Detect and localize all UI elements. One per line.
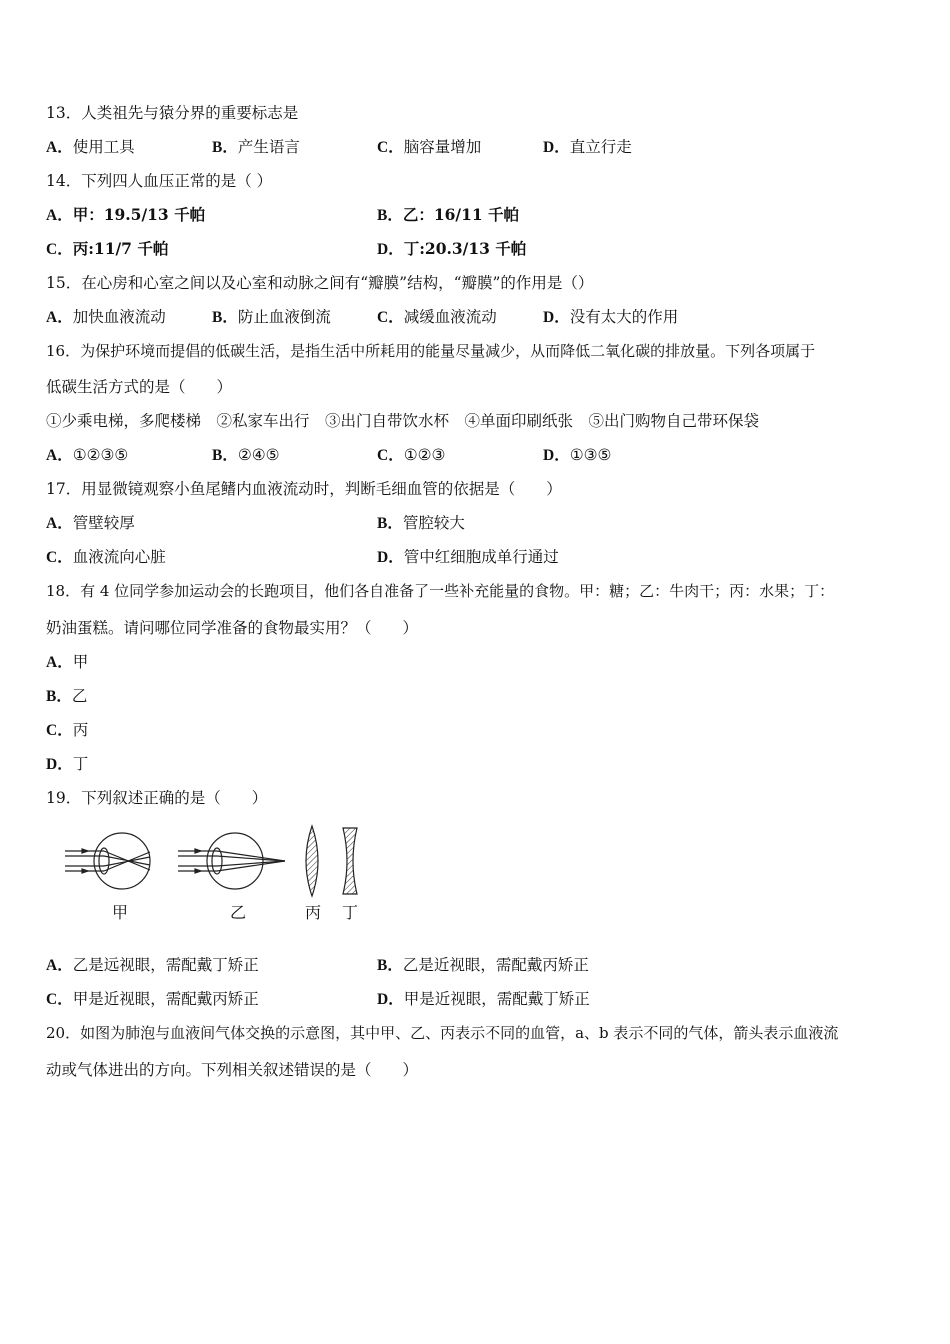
q14-option-d: D．丁:20.3/13 千帕: [377, 239, 527, 258]
q19-option-a: A．乙是远视眼，需配戴丁矫正: [46, 956, 259, 974]
q14-option-b: B．乙：16/11 千帕: [377, 205, 520, 224]
concave-lens-ding: [343, 828, 357, 894]
q15-stem: 15．在心房和心室之间以及心室和动脉之间有“瓣膜”结构，“瓣膜”的作用是（）: [46, 274, 594, 292]
q16-items: ①少乘电梯，多爬楼梯 ②私家车出行 ③出门自带饮水杯 ④单面印刷纸张 ⑤出门购物自己带环保袋: [46, 412, 760, 430]
q19-option-d: D．甲是近视眼，需配戴丁矫正: [377, 990, 590, 1008]
q16-stem-line2: 低碳生活方式的是（ ）: [46, 378, 233, 396]
q16-option-b: B．②④⑤: [212, 446, 280, 464]
q18-stem-line1: 18．有 4 位同学参加运动会的长跑项目，他们各自准备了一些补充能量的食物。甲：糖；乙：牛肉干；丙：水果；丁：: [46, 582, 835, 600]
q20-stem-line2: 动或气体进出的方向。下列相关叙述错误的是（ ）: [46, 1061, 419, 1079]
q17-option-c: C．血液流向心脏: [46, 548, 166, 566]
q18-option-a: A．甲: [46, 653, 89, 671]
q13-option-a: A．使用工具: [46, 138, 135, 156]
q14-option-a: A．甲：19.5/13 千帕: [46, 205, 206, 224]
q13-option-d: D．直立行走: [543, 138, 632, 156]
q14-stem: 14．下列四人血压正常的是（ ）: [46, 172, 273, 190]
q15-option-d: D．没有太大的作用: [543, 308, 679, 326]
q18-option-c: C．丙: [46, 721, 89, 739]
q18-option-d: D．丁: [46, 755, 89, 773]
q16-option-d: D．①③⑤: [543, 446, 612, 464]
q18-option-b: B．乙: [46, 687, 88, 705]
q19-option-b: B．乙是近视眼，需配戴丙矫正: [377, 956, 589, 974]
eye-lens-diagram: [60, 818, 380, 928]
figure-label-jia: 甲: [112, 903, 129, 922]
q17-option-d: D．管中红细胞成单行通过: [377, 548, 559, 566]
q13-option-c: C．脑容量增加: [377, 138, 482, 156]
q18-stem-line2: 奶油蛋糕。请问哪位同学准备的食物最实用？（ ）: [46, 619, 419, 637]
q15-option-c: C．减缓血液流动: [377, 308, 497, 326]
q13-stem: 13．人类祖先与猿分界的重要标志是: [46, 104, 299, 122]
q16-option-a: A．①②③⑤: [46, 446, 129, 464]
convex-lens-bing: [306, 826, 318, 896]
q15-option-a: A．加快血液流动: [46, 308, 166, 326]
q17-option-b: B．管腔较大: [377, 514, 465, 532]
q14-option-c: C．丙:11/7 千帕: [46, 239, 169, 258]
q16-stem-line1: 16．为保护环境而提倡的低碳生活，是指生活中所耗用的能量尽量减少，从而降低二氧化碳的排放量。下列各项属于: [46, 342, 816, 360]
q19-option-c: C．甲是近视眼，需配戴丙矫正: [46, 990, 259, 1008]
q13-option-b: B．产生语言: [212, 138, 300, 156]
q17-option-a: A．管壁较厚: [46, 514, 135, 532]
q17-stem: 17．用显微镜观察小鱼尾鳍内血液流动时，判断毛细血管的依据是（ ）: [46, 480, 562, 498]
q20-stem-line1: 20．如图为肺泡与血液间气体交换的示意图，其中甲、乙、丙表示不同的血管，a、b 表示不同的气体，箭头表示血液流: [46, 1024, 839, 1042]
q16-option-c: C．①②③: [377, 446, 446, 464]
eye-jia-diagram: [65, 833, 150, 889]
q15-option-b: B．防止血液倒流: [212, 308, 331, 326]
figure-label-yi: 乙: [230, 903, 247, 922]
figure-label-bing: 丙: [305, 903, 322, 922]
q19-stem: 19．下列叙述正确的是（ ）: [46, 789, 268, 807]
eye-lens-figure: [60, 818, 380, 928]
figure-label-ding: 丁: [342, 903, 359, 922]
eye-yi-diagram: [178, 833, 285, 889]
